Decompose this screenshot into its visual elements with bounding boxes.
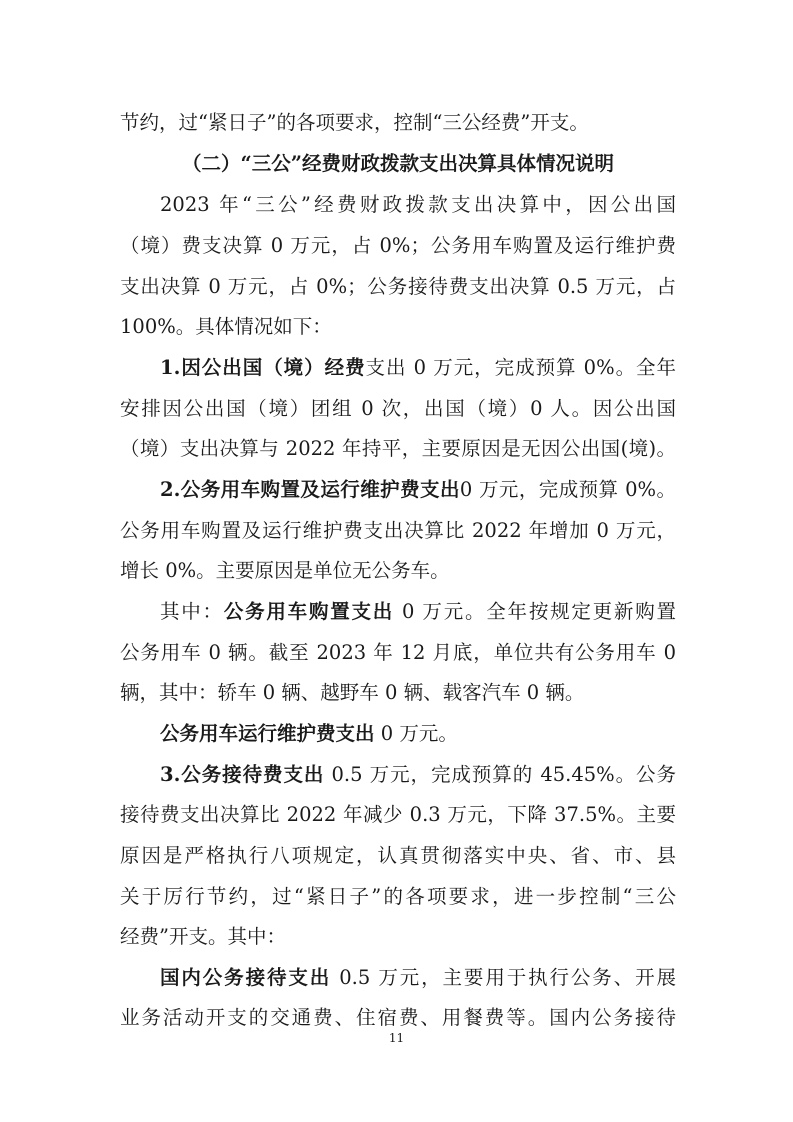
paragraph-line: 原因是严格执行八项规定，认真贯彻落实中央、省、市、县 [120,844,676,867]
item-heading: 2.公务用车购置及运行维护费支出 [160,478,460,501]
item-text: 其中： [160,600,224,623]
item-heading: 公务用车购置支出 [223,600,395,623]
paragraph-line [160,595,676,629]
paragraph-line: 辆，其中：轿车 0 辆、越野车 0 辆、载客汽车 0 辆。 [120,681,585,704]
item-heading: 国内公务接待支出 [160,966,332,989]
paragraph-line: 关于厉行节约，过“紧日子”的各项要求，进一步控制“三公 [120,885,676,908]
paragraph-line: （境）费支决算 0 万元，占 0%；公务用车购置及运行维护费 [120,234,676,257]
paragraph-line: 安排因公出国（境）团组 0 次，出国（境）0 人。因公出国 [120,397,676,420]
item-text: 0.5 万元，完成预算的 45.45%。公务 [324,763,676,786]
page-number: 11 [388,1031,405,1045]
paragraph-line: 公务用车购置及运行维护费支出决算比 2022 年增加 0 万元， [120,519,676,542]
item-text: 0 万元。 [374,722,458,745]
paragraph-line: 公务用车 0 辆。截至 2023 年 12 月底，单位共有公务用车 0 [120,641,676,664]
item-heading: 1.因公出国（境）经费 [160,356,366,379]
paragraph-line: 业务活动开支的交通费、住宿费、用餐费等。国内公务接待 [120,1006,676,1029]
item-text: 0 万元。全年按规定更新购置 [394,600,676,623]
paragraph-line: 接待费支出决算比 2022 年减少 0.3 万元，下降 37.5%。主要 [120,803,676,826]
paragraph-line: （境）支出决算与 2022 年持平，主要原因是无因公出国(境)。 [120,437,676,460]
section-heading: （二）“三公”经费财政拨款支出决算具体情况说明 [182,152,614,175]
paragraph-line: 2023 年“三公”经费财政拨款支出决算中，因公出国 [160,193,676,216]
item-heading: 公务用车运行维护费支出 [160,722,375,745]
paragraph-line: 100%。具体情况如下： [120,315,332,338]
paragraph-line [160,351,676,385]
item-text: 0.5 万元，主要用于执行公务、开展 [331,966,676,989]
paragraph-line [160,961,676,995]
paragraph-line: 支出决算 0 万元，占 0%；公务接待费支出决算 0.5 万元，占 [120,275,676,298]
item-text: 支出 0 万元，完成预算 0%。全年 [365,356,677,379]
paragraph-line [160,758,676,792]
paragraph-line: 增长 0%。主要原因是单位无公务车。 [120,559,450,582]
item-heading: 3.公务接待费支出 [160,763,325,786]
paragraph-line [160,717,676,751]
item-text: 0 万元，完成预算 0%。 [459,478,677,501]
paragraph-line: 节约，过“紧日子”的各项要求，控制“三公经费”开支。 [120,111,589,134]
paragraph-line: 经费”开支。其中： [120,925,286,948]
paragraph-line [160,473,676,507]
